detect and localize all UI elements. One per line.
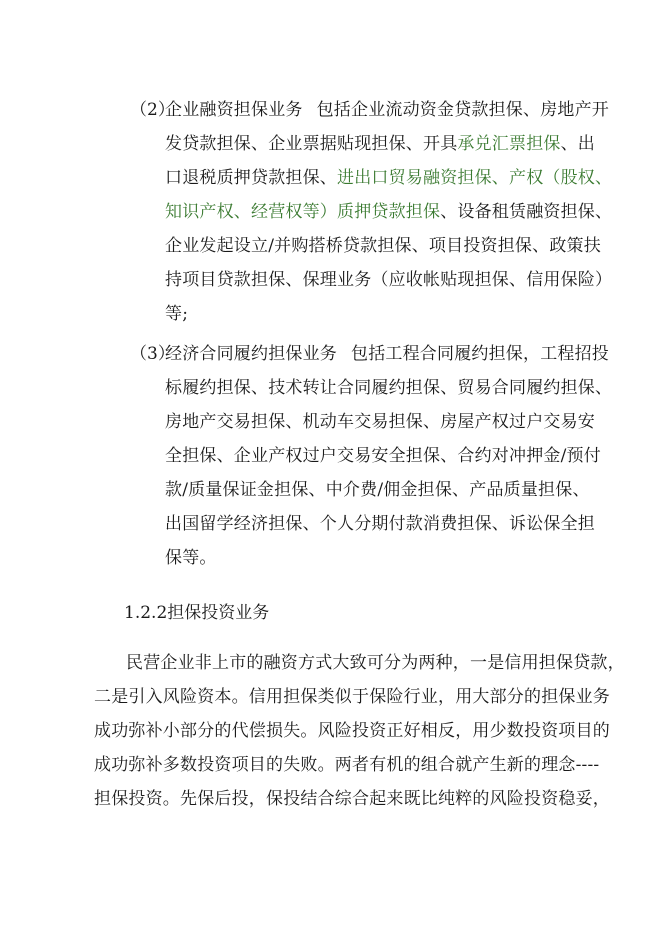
line-segment: 企业发起设立/并购搭桥贷款担保、项目投资担保、政策扶	[165, 236, 601, 256]
item-body	[165, 337, 613, 575]
item-line: 出国留学经济担保、个人分期付款消费担保、诉讼保全担	[165, 514, 595, 534]
item-line	[165, 127, 596, 161]
item-line	[165, 93, 610, 127]
line-segment: 、出	[560, 134, 596, 154]
line-segment: 包括工程合同履约担保，工程招投	[351, 344, 609, 364]
paragraph-line: 成功弥补小部分的代偿损失。风险投资正好相反，用少数投资项目的	[94, 721, 610, 741]
item-number: （3）	[130, 344, 175, 364]
section-heading: 1.2.2担保投资业务	[124, 603, 270, 623]
item-title: 企业融资担保业务	[165, 100, 303, 120]
item-number: （2）	[130, 100, 175, 120]
line-segment: 等;	[165, 304, 189, 324]
item-line: 全担保、企业产权过户交易安全担保、合约对冲押金/预付	[165, 446, 601, 466]
item-line	[165, 263, 613, 297]
item-body	[165, 93, 613, 331]
item-line	[165, 229, 601, 263]
item-line	[165, 161, 613, 195]
item-line: 保等。	[165, 548, 217, 568]
line-segment: 口退税质押贷款担保、	[165, 168, 337, 188]
item-title: 经济合同履约担保业务	[165, 344, 337, 364]
paragraph-line: 担保投资。先保后投，保投结合综合起来既比纯粹的风险投资稳妥，	[94, 789, 610, 809]
line-segment: 持项目贷款担保、保理业务（应收帐贴现担保、信用保险）	[165, 270, 613, 290]
highlight-segment: 知识产权、经营权等）质押贷款担保	[165, 202, 441, 222]
body-paragraph	[94, 646, 625, 816]
paragraph-line: 二是引入风险资本。信用担保类似于保险行业，用大部分的担保业务	[94, 687, 610, 707]
paragraph-line: 民营企业非上市的融资方式大致可分为两种，一是信用担保贷款，	[126, 653, 625, 673]
line-segment: 发贷款担保、企业票据贴现担保、开具	[165, 134, 458, 154]
highlight-segment: 承兑汇票担保	[457, 134, 561, 154]
item-line: 房地产交易担保、机动车交易担保、房屋产权过户交易安	[165, 412, 595, 432]
item-line: 款/质量保证金担保、中介费/佣金担保、产品质量担保、	[165, 480, 590, 500]
item-line	[165, 337, 609, 371]
item-line	[165, 195, 613, 229]
item-line	[165, 297, 585, 331]
line-segment: 包括企业流动资金贷款担保、房地产开	[316, 100, 610, 120]
line-segment: 、设备租赁融资担保、	[440, 202, 613, 222]
paragraph-line: 成功弥补多数投资项目的失败。两者有机的组合就产生新的理念----	[94, 755, 600, 775]
highlight-segment: 进出口贸易融资担保、产权（股权、	[337, 168, 613, 188]
item-line: 标履约担保、技术转让合同履约担保、贸易合同履约担保、	[165, 378, 613, 398]
